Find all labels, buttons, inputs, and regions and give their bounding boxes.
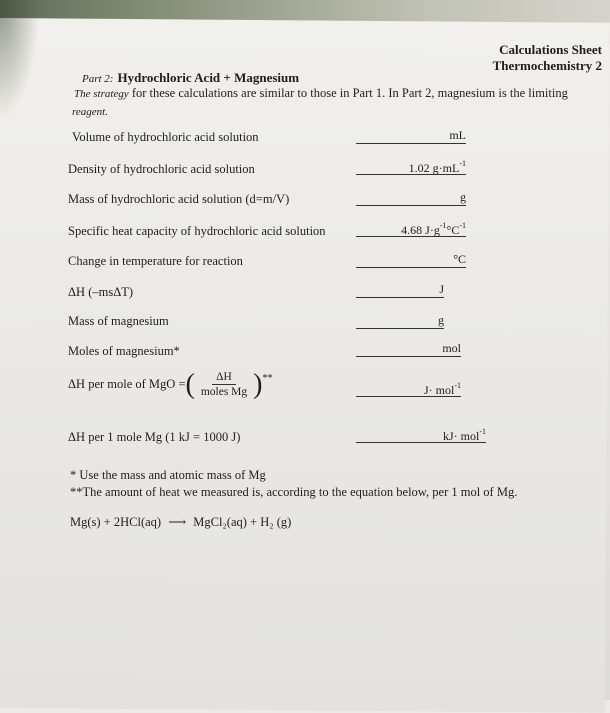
row-label-mass-solution: Mass of hydrochloric acid solution (d=m/V) <box>68 192 290 206</box>
per-mole-exponent: -1 <box>454 381 461 390</box>
answer-field-density[interactable] <box>356 158 466 175</box>
row-label-density: Density of hydrochloric acid solution <box>68 162 255 176</box>
row-label-mass-mg: Mass of magnesium <box>68 314 169 328</box>
answer-field-moles-mg[interactable] <box>356 340 461 357</box>
answer-field-delta-h[interactable] <box>356 281 444 298</box>
page-corner-shadow <box>0 0 40 120</box>
specific-heat-exponent-1: -1 <box>439 221 447 230</box>
row-label-specific-heat: Specific heat capacity of hydrochloric acid solution <box>68 224 326 238</box>
row-label-temp-change: Change in temperature for reaction <box>68 254 243 268</box>
fraction <box>197 370 251 399</box>
answer-field-volume[interactable] <box>356 127 466 144</box>
density-value: 1.02 g·mL <box>408 161 460 175</box>
part-heading <box>82 69 299 87</box>
row-per-mole-mgo <box>68 370 272 399</box>
equation-reactants: Mg(s) + 2HCl(aq) <box>70 515 162 529</box>
intro-line <box>74 86 568 101</box>
unit-label: g <box>438 313 444 327</box>
sheet-title: Calculations Sheet <box>499 42 602 57</box>
unit-label: mol <box>442 341 461 355</box>
intro-lead: The strategy <box>74 88 129 100</box>
specific-heat-exponent-2: -1 <box>459 221 466 230</box>
unit-label: J <box>439 282 444 296</box>
density-exponent: -1 <box>459 159 466 168</box>
answer-field-mass-solution[interactable] <box>356 189 466 206</box>
double-asterisk: ** <box>262 373 273 384</box>
specific-heat-unit-2: °C <box>446 223 460 237</box>
row-label-delta-h: ΔH (–msΔT) <box>68 285 134 299</box>
per-mole-label: ΔH per mole of MgO = <box>68 377 186 391</box>
unit-label: °C <box>453 252 466 266</box>
row-label-volume: Volume of hydrochloric acid solution <box>72 130 259 144</box>
answer-field-mass-mg[interactable] <box>356 312 444 329</box>
fraction-denominator: moles Mg <box>200 386 248 398</box>
sheet-header <box>493 42 602 74</box>
equation-products: MgCl₂(aq) + H₂ (g) <box>193 515 292 529</box>
per-mole-unit: J· mol <box>423 383 455 397</box>
per-mole-mg-unit: kJ· mol <box>442 429 480 443</box>
answer-field-per-mole-mgo[interactable] <box>356 380 461 397</box>
footnote-1: * Use the mass and atomic mass of Mg <box>70 468 266 482</box>
intro-end: reagent. <box>72 106 108 118</box>
footnote-2: **The amount of heat we measured is, according to the equation below, per 1 mol of Mg. <box>70 485 518 499</box>
answer-field-specific-heat[interactable] <box>356 220 466 237</box>
left-paren: ( <box>185 368 195 400</box>
sheet-subtitle: Thermochemistry 2 <box>492 58 602 73</box>
chemical-equation <box>70 514 291 530</box>
part-title: Hydrochloric Acid + Magnesium <box>117 70 300 85</box>
row-label-moles-mg: Moles of magnesium* <box>68 344 180 358</box>
answer-field-temp-change[interactable] <box>356 251 466 268</box>
specific-heat-value: 4.68 J·g <box>401 223 440 237</box>
worksheet-page <box>0 18 610 713</box>
intro-text: for these calculations are similar to those in Part 1. In Part 2, magnesium is the limiting <box>131 86 568 100</box>
per-mole-mg-exponent: -1 <box>479 427 486 436</box>
right-paren: ) <box>253 368 263 400</box>
unit-label: mL <box>449 128 466 142</box>
fraction-numerator: ΔH <box>212 370 236 385</box>
answer-field-per-mole-mg[interactable] <box>356 426 486 443</box>
unit-label: g <box>460 190 466 204</box>
row-label-per-mole-mg: ΔH per 1 mole Mg (1 kJ = 1000 J) <box>68 430 241 444</box>
part-label: Part 2: <box>82 73 114 85</box>
arrow-icon: ⟶ <box>168 515 187 529</box>
